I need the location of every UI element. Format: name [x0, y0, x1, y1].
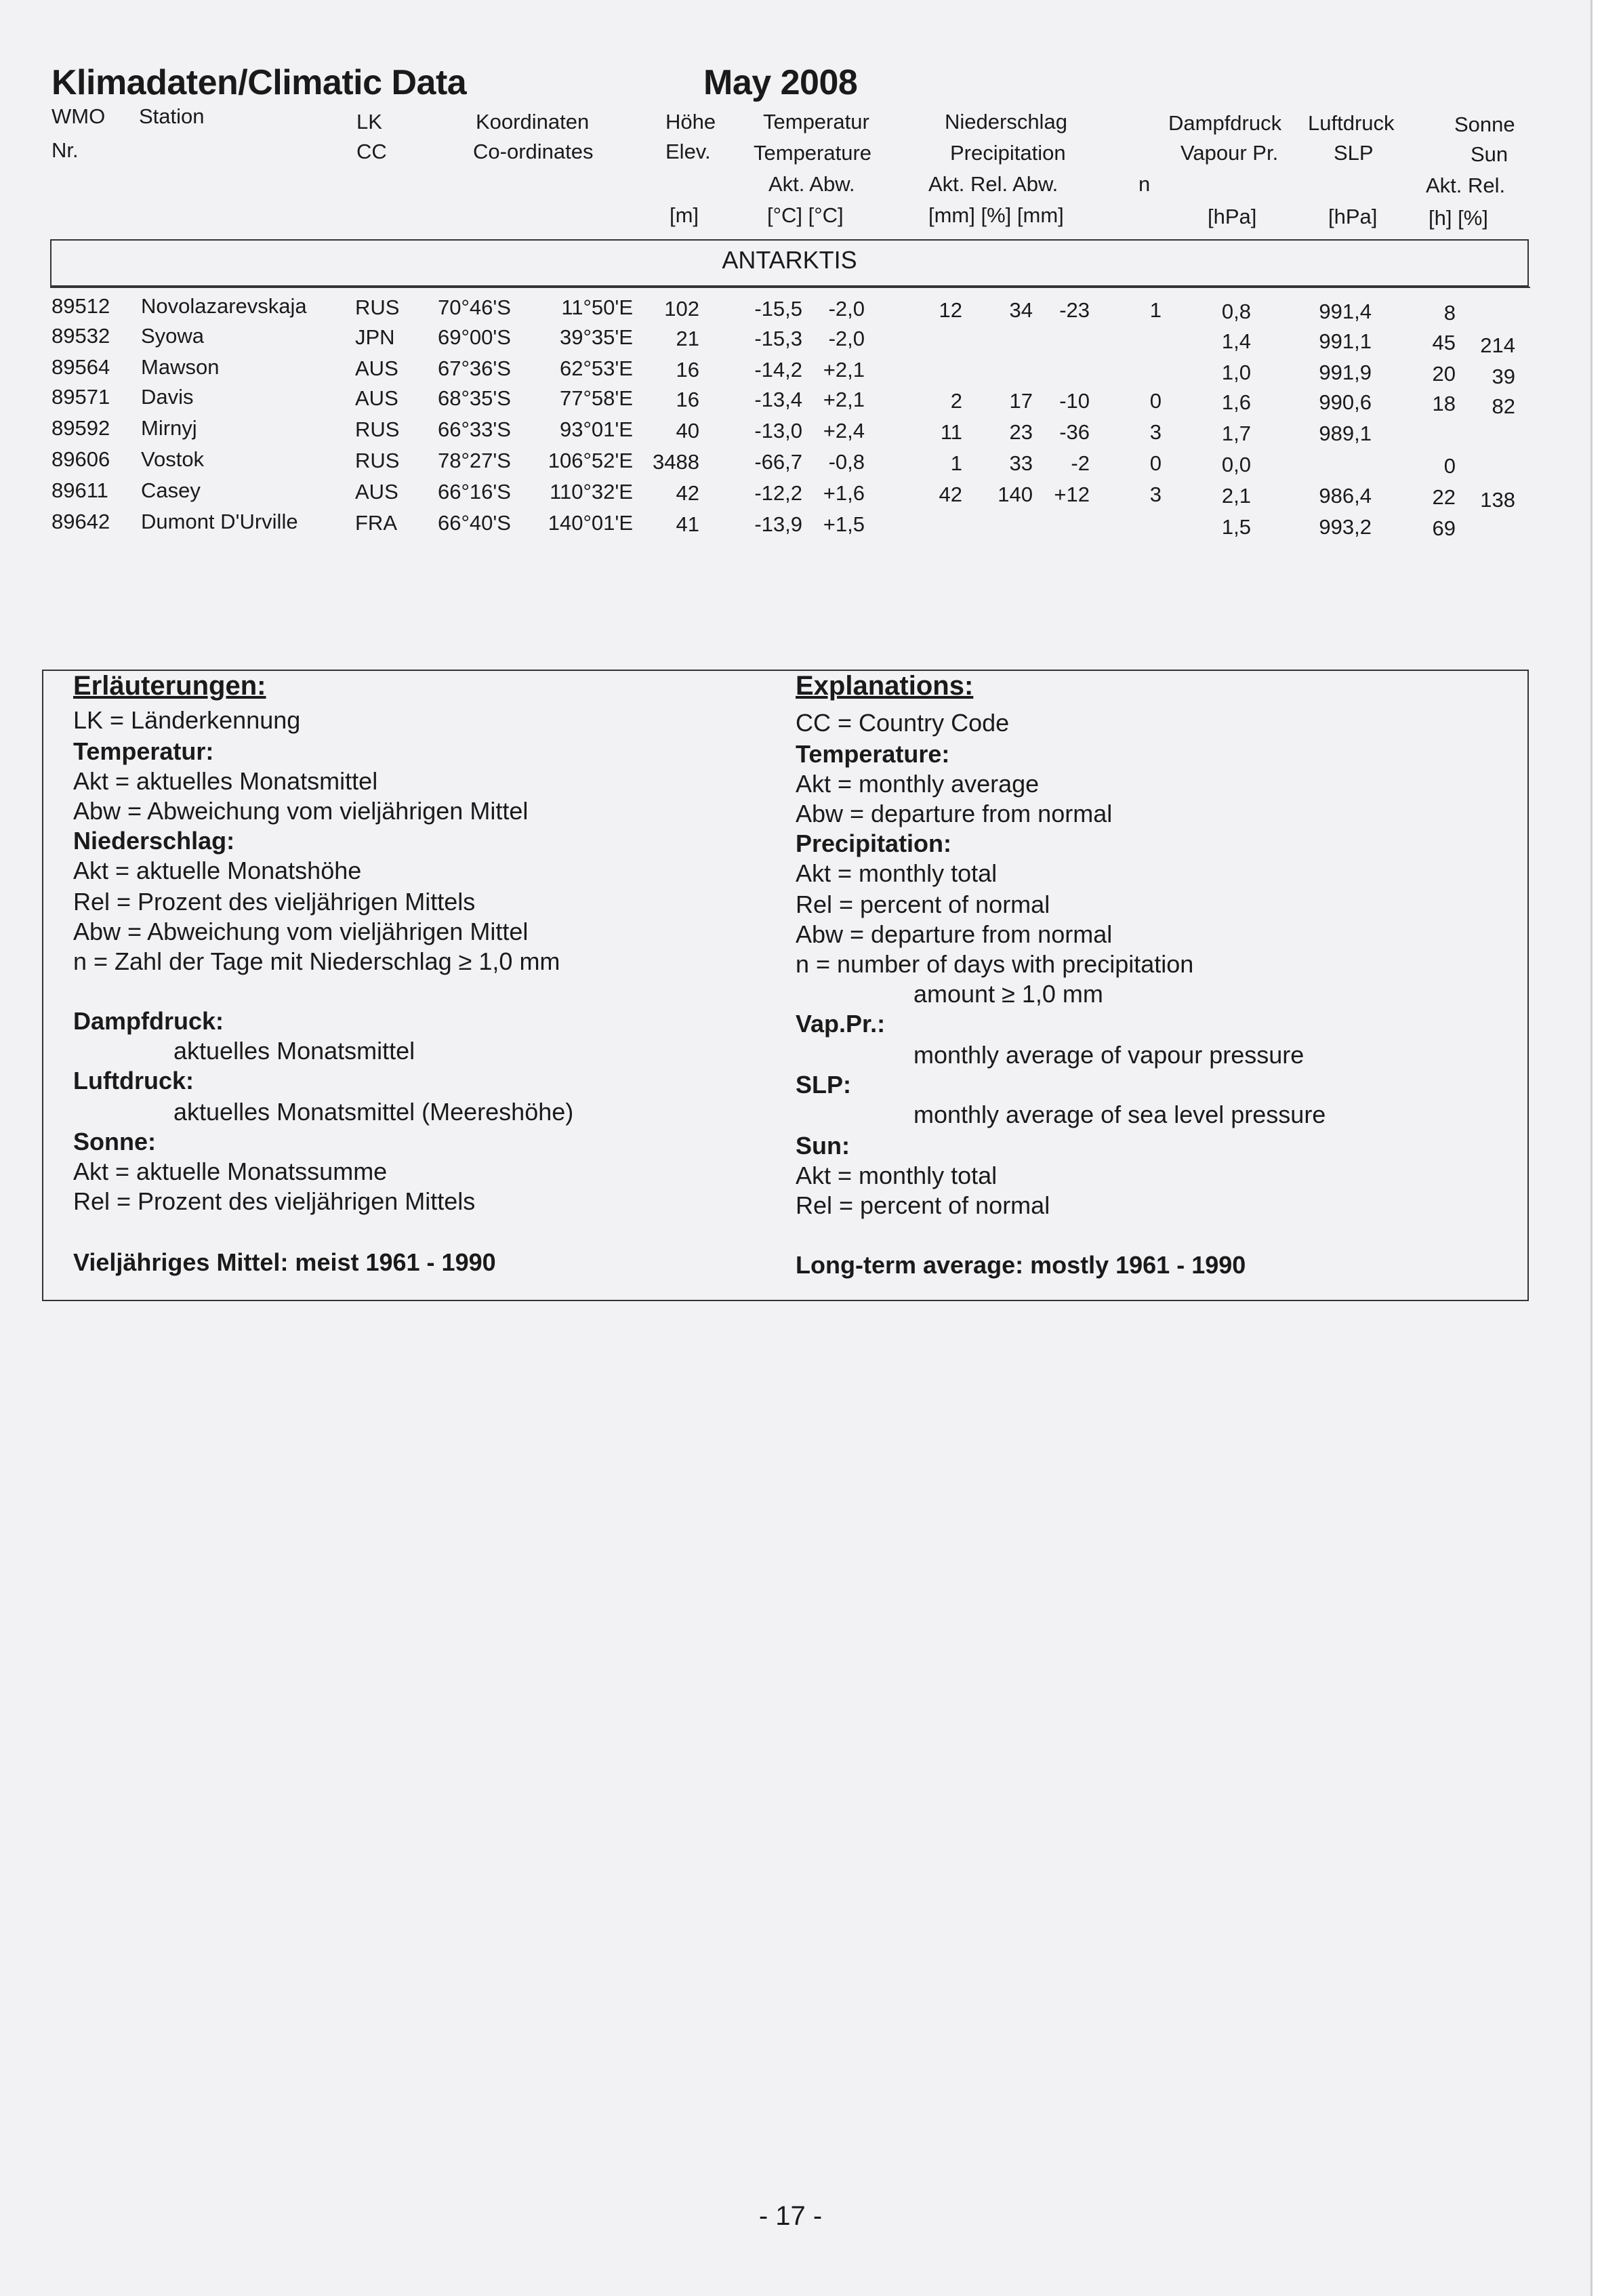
cell-p-akt: 11	[940, 420, 962, 444]
header-cc: CC	[356, 140, 387, 163]
cell-p-abw: -23	[1059, 298, 1090, 322]
cell-wmo: 89592	[52, 416, 110, 440]
header-sun-unit: [h] [%]	[1429, 206, 1488, 230]
header-sun-en: Sun	[1471, 142, 1508, 166]
cell-vap: 1,0	[1221, 361, 1251, 384]
cell-lon: 106°52'E	[548, 449, 633, 472]
explanation-prec-n-en: n = number of days with precipitation	[796, 950, 1194, 978]
cell-vap: 1,5	[1221, 515, 1251, 539]
header-coordinates-en: Co-ordinates	[473, 140, 594, 163]
cell-elev: 42	[676, 481, 699, 505]
cell-sun-akt: 45	[1432, 331, 1456, 354]
cell-p-rel: 23	[1009, 420, 1033, 444]
explanations-heading-en: Explanations:	[796, 671, 974, 701]
cell-elev: 21	[676, 327, 699, 350]
explanations-box	[42, 670, 1529, 1301]
header-station: Station	[139, 104, 205, 128]
header-vap-unit: [hPa]	[1208, 205, 1257, 228]
page-title: Klimadaten/Climatic Data	[52, 63, 467, 102]
explanation-prec-abw-en: Abw = departure from normal	[796, 920, 1113, 948]
cell-t-abw: -2,0	[828, 327, 865, 350]
header-precipitation-en: Precipitation	[950, 141, 1066, 165]
cell-sun-akt: 0	[1443, 454, 1456, 478]
cell-wmo: 89512	[52, 294, 110, 318]
explanation-slp-desc-en: monthly average of sea level pressure	[913, 1101, 1326, 1128]
cell-p-n: 1	[1149, 298, 1162, 322]
cell-lon: 110°32'E	[550, 480, 633, 504]
cell-lat: 68°35'S	[438, 386, 511, 410]
cell-lon: 62°53'E	[560, 356, 633, 380]
cell-t-akt: -13,0	[754, 419, 802, 443]
cell-elev: 102	[664, 297, 699, 321]
explanation-temp-abw-de: Abw = Abweichung vom vieljährigen Mittel	[73, 797, 529, 825]
explanation-prec-heading-de: Niederschlag:	[73, 827, 235, 855]
header-coordinates: Koordinaten	[476, 110, 590, 134]
explanation-slp-desc-de: aktuelles Monatsmittel (Meereshöhe)	[173, 1098, 574, 1126]
cell-vap: 2,1	[1221, 484, 1251, 508]
cell-t-akt: -13,4	[754, 388, 802, 411]
cell-lat: 66°16'S	[438, 480, 511, 504]
header-vapour-en: Vapour Pr.	[1180, 141, 1279, 165]
explanation-sun-akt-de: Akt = aktuelle Monatssumme	[73, 1157, 388, 1185]
cell-p-akt: 42	[939, 483, 962, 506]
explanation-sun-akt-en: Akt = monthly total	[796, 1162, 998, 1189]
cell-p-n: 0	[1149, 389, 1162, 413]
header-prec-sub: Akt. Rel. Abw.	[928, 172, 1059, 196]
cell-p-rel: 34	[1009, 298, 1033, 322]
cell-station: Novolazarevskaja	[141, 294, 307, 318]
explanation-prec-akt-de: Akt = aktuelle Monatshöhe	[73, 857, 362, 884]
cell-station: Davis	[141, 385, 194, 409]
table-divider	[50, 287, 1530, 288]
cell-vap: 1,6	[1221, 390, 1251, 414]
cell-wmo: 89611	[52, 478, 108, 502]
explanation-temp-heading-en: Temperature:	[796, 740, 950, 768]
cell-elev: 3488	[653, 450, 699, 474]
cell-lat: 70°46'S	[438, 295, 511, 319]
cell-sun-akt: 8	[1443, 301, 1456, 325]
cell-lat: 78°27'S	[438, 449, 511, 472]
cell-sun-rel: 82	[1492, 394, 1515, 418]
header-lk: LK	[356, 110, 382, 134]
cell-wmo: 89642	[52, 510, 110, 533]
cell-t-abw: +2,1	[823, 388, 865, 411]
explanation-lk: LK = Länderkennung	[73, 706, 301, 734]
cell-cc: JPN	[355, 325, 395, 349]
explanation-sun-heading-de: Sonne:	[73, 1128, 156, 1155]
cell-t-abw: -2,0	[828, 297, 865, 321]
explanation-vap-heading-de: Dampfdruck:	[73, 1007, 224, 1035]
header-prec-n: n	[1138, 172, 1151, 196]
cell-wmo: 89564	[52, 355, 110, 379]
cell-lon: 93°01'E	[560, 417, 633, 441]
cell-vap: 1,4	[1221, 329, 1251, 353]
cell-slp: 990,6	[1319, 390, 1372, 414]
cell-slp: 991,9	[1319, 361, 1372, 384]
cell-sun-rel: 214	[1480, 333, 1515, 357]
cell-cc: AUS	[355, 356, 398, 380]
cell-slp: 986,4	[1319, 484, 1372, 508]
cell-t-akt: -14,2	[754, 358, 802, 382]
header-slp: Luftdruck	[1308, 111, 1395, 135]
region-label: ANTARKTIS	[722, 246, 857, 274]
cell-slp: 991,4	[1319, 300, 1372, 323]
cell-cc: RUS	[355, 449, 400, 472]
cell-lat: 67°36'S	[438, 356, 511, 380]
cell-station: Casey	[141, 478, 201, 502]
header-slp-en: SLP	[1334, 141, 1374, 165]
header-temp-unit: [°C] [°C]	[767, 203, 844, 227]
explanation-temp-heading-de: Temperatur:	[73, 737, 214, 765]
cell-lat: 66°33'S	[438, 417, 511, 441]
header-temperature: Temperatur	[763, 110, 869, 134]
cell-p-abw: -36	[1059, 420, 1090, 444]
cell-lat: 69°00'S	[438, 325, 511, 349]
cell-cc: AUS	[355, 480, 398, 504]
header-slp-unit: [hPa]	[1328, 205, 1378, 228]
cell-station: Syowa	[141, 324, 205, 348]
cell-cc: AUS	[355, 386, 398, 410]
explanation-sun-rel-de: Rel = Prozent des vieljährigen Mittels	[73, 1187, 476, 1215]
cell-p-abw: -10	[1059, 389, 1090, 413]
cell-t-abw: +1,5	[823, 512, 865, 536]
explanation-longterm-en: Long-term average: mostly 1961 - 1990	[796, 1251, 1246, 1279]
cell-station: Mirnyj	[141, 416, 197, 440]
explanation-vap-desc-en: monthly average of vapour pressure	[913, 1041, 1305, 1069]
cell-elev: 16	[676, 388, 699, 411]
explanation-temp-akt-de: Akt = aktuelles Monatsmittel	[73, 767, 378, 795]
cell-sun-akt: 18	[1432, 392, 1456, 415]
explanation-sun-heading-en: Sun:	[796, 1132, 850, 1160]
explanation-prec-akt-en: Akt = monthly total	[796, 859, 998, 887]
explanation-temp-abw-en: Abw = departure from normal	[796, 800, 1113, 827]
cell-elev: 40	[676, 419, 699, 443]
cell-p-rel: 33	[1009, 451, 1033, 475]
cell-t-akt: -15,5	[754, 297, 802, 321]
explanation-longterm-de: Vieljähriges Mittel: meist 1961 - 1990	[73, 1248, 496, 1276]
cell-p-akt: 2	[950, 389, 962, 413]
cell-t-akt: -15,3	[754, 327, 802, 350]
header-sun-sub: Akt. Rel.	[1426, 173, 1506, 197]
explanation-slp-heading-en: SLP:	[796, 1071, 852, 1099]
explanation-cc: CC = Country Code	[796, 709, 1010, 737]
cell-slp: 993,2	[1319, 515, 1372, 539]
cell-p-abw: -2	[1071, 451, 1090, 475]
cell-p-akt: 1	[950, 451, 962, 475]
cell-sun-akt: 22	[1432, 485, 1456, 509]
cell-elev: 41	[676, 512, 699, 536]
cell-cc: RUS	[355, 417, 400, 441]
cell-sun-rel: 39	[1492, 365, 1515, 388]
header-elevation: Höhe	[665, 110, 716, 134]
explanation-prec-n-de: n = Zahl der Tage mit Niederschlag ≥ 1,0 mm	[73, 947, 560, 975]
header-vapour: Dampfdruck	[1168, 111, 1282, 135]
cell-p-abw: +12	[1054, 483, 1090, 506]
cell-vap: 0,0	[1221, 453, 1251, 476]
cell-p-rel: 17	[1009, 389, 1033, 413]
cell-sun-akt: 20	[1432, 362, 1456, 386]
explanation-prec-rel-de: Rel = Prozent des vieljährigen Mittels	[73, 888, 476, 916]
cell-t-akt: -12,2	[754, 481, 802, 505]
header-prec-unit: [mm] [%] [mm]	[928, 203, 1064, 227]
header-sun: Sonne	[1454, 112, 1515, 136]
explanations-heading-de: Erläuterungen:	[73, 671, 266, 701]
cell-t-abw: +2,1	[823, 358, 865, 382]
cell-sun-akt: 69	[1432, 516, 1456, 540]
page-number: - 17 -	[758, 2201, 823, 2231]
explanation-temp-akt-en: Akt = monthly average	[796, 770, 1040, 798]
explanation-slp-heading-de: Luftdruck:	[73, 1067, 194, 1094]
header-precipitation: Niederschlag	[945, 110, 1067, 134]
cell-cc: RUS	[355, 295, 400, 319]
period-title: May 2008	[703, 63, 858, 102]
cell-lon: 77°58'E	[560, 386, 633, 410]
cell-p-rel: 140	[998, 483, 1033, 506]
cell-t-abw: +1,6	[823, 481, 865, 505]
cell-cc: FRA	[355, 511, 397, 535]
cell-p-n: 3	[1149, 483, 1162, 506]
cell-lon: 140°01'E	[548, 511, 633, 535]
cell-p-akt: 12	[939, 298, 962, 322]
cell-t-akt: -13,9	[754, 512, 802, 536]
cell-vap: 1,7	[1221, 422, 1251, 445]
explanation-prec-n2-en: amount ≥ 1,0 mm	[913, 980, 1103, 1008]
header-temp-sub: Akt. Abw.	[768, 172, 855, 196]
explanation-sun-rel-en: Rel = percent of normal	[796, 1191, 1050, 1219]
cell-station: Vostok	[141, 447, 205, 471]
cell-lat: 66°40'S	[438, 511, 511, 535]
cell-slp: 991,1	[1319, 329, 1372, 353]
cell-lon: 11°50'E	[561, 295, 633, 319]
cell-wmo: 89532	[52, 324, 110, 348]
header-temperature-en: Temperature	[754, 141, 872, 165]
cell-station: Mawson	[141, 355, 220, 379]
cell-t-abw: -0,8	[828, 450, 865, 474]
cell-vap: 0,8	[1221, 300, 1251, 323]
explanation-vap-desc-de: aktuelles Monatsmittel	[173, 1037, 415, 1065]
cell-station: Dumont D'Urville	[141, 510, 298, 533]
cell-wmo: 89571	[52, 385, 110, 409]
cell-wmo: 89606	[52, 447, 110, 471]
header-elev-unit: [m]	[670, 203, 699, 227]
explanation-prec-heading-en: Precipitation:	[796, 829, 952, 857]
cell-p-n: 3	[1149, 420, 1162, 444]
cell-t-akt: -66,7	[754, 450, 802, 474]
region-box	[50, 239, 1529, 287]
cell-sun-rel: 138	[1480, 488, 1515, 512]
explanation-prec-abw-de: Abw = Abweichung vom vieljährigen Mittel	[73, 918, 529, 945]
header-wmo-nr: Nr.	[52, 138, 79, 162]
cell-elev: 16	[676, 358, 699, 382]
cell-p-n: 0	[1149, 451, 1162, 475]
cell-lon: 39°35'E	[560, 325, 633, 349]
explanation-vap-heading-en: Vap.Pr.:	[796, 1010, 886, 1038]
header-wmo: WMO	[52, 104, 106, 128]
explanation-prec-rel-en: Rel = percent of normal	[796, 890, 1050, 918]
cell-slp: 989,1	[1319, 422, 1372, 445]
header-elevation-en: Elev.	[665, 140, 711, 163]
cell-t-abw: +2,4	[823, 419, 865, 443]
